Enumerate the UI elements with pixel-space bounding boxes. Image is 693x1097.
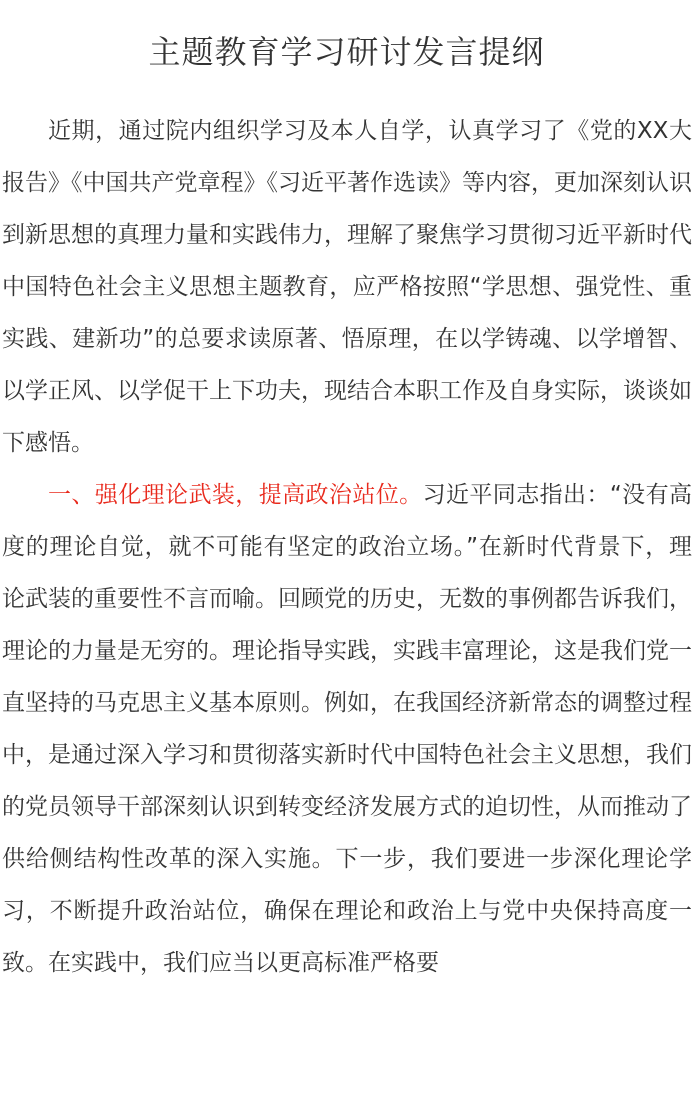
- paragraph-intro: [2, 105, 692, 469]
- paragraph-section-1: [2, 469, 692, 989]
- page-title: 主题教育学习研讨发言提纲: [148, 33, 545, 71]
- section-heading: 一、强化理论武装，提高政治站位。: [48, 482, 423, 508]
- paragraph-intro-text: 近期，通过院内组织学习及本人自学，认真学习了《党的XX大报告》《中国共产党章程》《习近平著作选读》等内容，更加深刻认识到新思想的真理力量和实践伟力，理解了聚焦学习贯彻习近平新时代中国特色社会主义思想主题教育，应严格按照“学思想、强党性、重实践、建新功”的总要求读原著、悟原理，在以学铸魂、以学增智、以学正风、以学促干上下功夫，现结合本职工作及自身实际，谈谈如下感悟。: [2, 118, 692, 456]
- document-body: [2, 105, 692, 989]
- paragraph-section-1-text: 习近平同志指出：“没有高度的理论自觉，就不可能有坚定的政治立场。”在新时代背景下，理论武装的重要性不言而喻。回顾党的历史，无数的事例都告诉我们，理论的力量是无穷的。理论指导实践，实践丰富理论，这是我们党一直坚持的马克思主义基本原则。例如，在我国经济新常态的调整过程中，是通过深入学习和贯彻落实新时代中国特色社会主义思想，我们的党员领导干部深刻认识到转变经济发展方式的迫切性，从而推动了供给侧结构性改革的深入实施。下一步，我们要进一步深化理论学习，不断提升政治站位，确保在理论和政治上与党中央保持高度一致。在实践中，我们应当以更高标准严格要: [2, 482, 693, 976]
